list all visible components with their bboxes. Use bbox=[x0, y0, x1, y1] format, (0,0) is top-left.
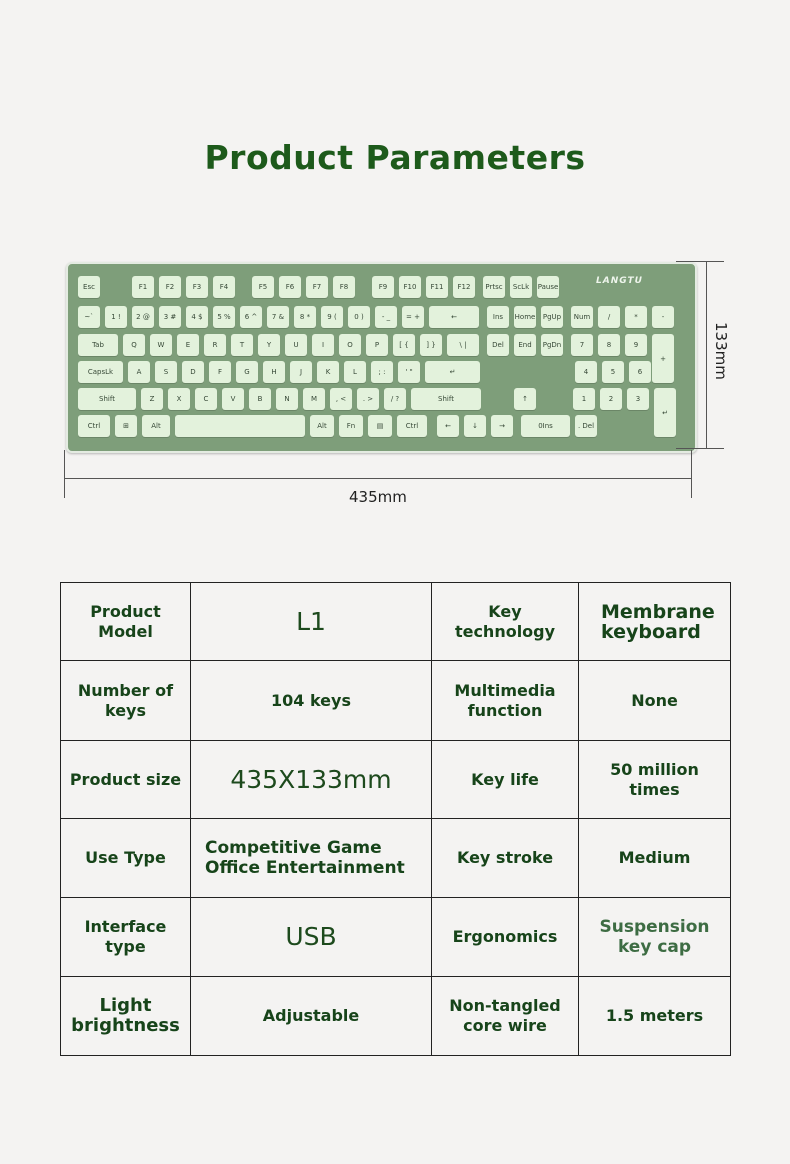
key: . > bbox=[357, 388, 379, 410]
spec-label: Ergonomics bbox=[432, 898, 579, 977]
spec-label: Key technology bbox=[432, 583, 579, 661]
spec-value: 50 million times bbox=[579, 741, 731, 819]
spec-value: 104 keys bbox=[191, 661, 432, 741]
key: F bbox=[209, 361, 231, 383]
key: [ { bbox=[393, 334, 415, 356]
spec-value: USB bbox=[191, 898, 432, 977]
key: 5 bbox=[602, 361, 624, 383]
dimension-tick bbox=[691, 450, 692, 498]
table-row bbox=[61, 898, 731, 977]
brand-logo: LANGTU bbox=[596, 276, 643, 286]
key: Z bbox=[141, 388, 163, 410]
spec-value: Medium bbox=[579, 819, 731, 898]
key-row-function bbox=[78, 276, 564, 298]
spec-label: Product Model bbox=[61, 583, 191, 661]
key: D bbox=[182, 361, 204, 383]
key-row-home bbox=[78, 361, 656, 383]
key: 6 ^ bbox=[240, 306, 262, 328]
key: F11 bbox=[426, 276, 448, 298]
key: C bbox=[195, 388, 217, 410]
key: 0 ) bbox=[348, 306, 370, 328]
key: ScLk bbox=[510, 276, 532, 298]
table-row bbox=[61, 583, 731, 661]
key: 1 ! bbox=[105, 306, 127, 328]
key: 3 bbox=[627, 388, 649, 410]
key: K bbox=[317, 361, 339, 383]
key: Y bbox=[258, 334, 280, 356]
spec-value: 435X133mm bbox=[191, 741, 432, 819]
table-row bbox=[61, 977, 731, 1056]
key: Ctrl bbox=[397, 415, 427, 437]
height-dimension-line bbox=[706, 261, 707, 449]
key: Ins bbox=[487, 306, 509, 328]
key: ] } bbox=[420, 334, 442, 356]
key: T bbox=[231, 334, 253, 356]
key: Num bbox=[571, 306, 593, 328]
key: ↓ bbox=[464, 415, 486, 437]
key: 3 # bbox=[159, 306, 181, 328]
key: \ | bbox=[447, 334, 479, 356]
key: 8 bbox=[598, 334, 620, 356]
key: . Del bbox=[575, 415, 597, 437]
key: F9 bbox=[372, 276, 394, 298]
key: = + bbox=[402, 306, 424, 328]
spec-value: None bbox=[579, 661, 731, 741]
key: - bbox=[652, 306, 674, 328]
key: ↵ bbox=[425, 361, 480, 383]
spec-value: 1.5 meters bbox=[579, 977, 731, 1056]
spec-label: Multimedia function bbox=[432, 661, 579, 741]
key: * bbox=[625, 306, 647, 328]
key: S bbox=[155, 361, 177, 383]
key: , < bbox=[330, 388, 352, 410]
key: ⊞ bbox=[115, 415, 137, 437]
spec-label: Key life bbox=[432, 741, 579, 819]
key: Shift bbox=[78, 388, 136, 410]
key: Alt bbox=[142, 415, 170, 437]
key: O bbox=[339, 334, 361, 356]
key: 9 bbox=[625, 334, 647, 356]
spec-value: Competitive Game Office Entertainment bbox=[191, 819, 432, 898]
key: J bbox=[290, 361, 312, 383]
spacebar bbox=[175, 415, 305, 437]
key: ; : bbox=[371, 361, 393, 383]
key: Pause bbox=[537, 276, 559, 298]
key: L bbox=[344, 361, 366, 383]
key: B bbox=[249, 388, 271, 410]
key: 8 * bbox=[294, 306, 316, 328]
key: F12 bbox=[453, 276, 475, 298]
key: / bbox=[598, 306, 620, 328]
height-label: 133mm bbox=[712, 322, 730, 380]
key: CapsLk bbox=[78, 361, 123, 383]
spec-label: Light brightness bbox=[61, 977, 191, 1056]
key: F10 bbox=[399, 276, 421, 298]
key: 7 bbox=[571, 334, 593, 356]
key: A bbox=[128, 361, 150, 383]
spec-value: Suspension key cap bbox=[579, 898, 731, 977]
key: / ? bbox=[384, 388, 406, 410]
key: Home bbox=[514, 306, 536, 328]
spec-value: Membrane keyboard bbox=[579, 583, 731, 661]
dimension-tick bbox=[64, 450, 65, 498]
spec-label: Product size bbox=[61, 741, 191, 819]
key: 2 bbox=[600, 388, 622, 410]
key: Esc bbox=[78, 276, 100, 298]
key: 9 ( bbox=[321, 306, 343, 328]
key: R bbox=[204, 334, 226, 356]
key: F4 bbox=[213, 276, 235, 298]
key: F6 bbox=[279, 276, 301, 298]
key: Ctrl bbox=[78, 415, 110, 437]
key: V bbox=[222, 388, 244, 410]
key: 2 @ bbox=[132, 306, 154, 328]
keyboard-image bbox=[66, 262, 697, 453]
key: ' " bbox=[398, 361, 420, 383]
table-row bbox=[61, 741, 731, 819]
key: Q bbox=[123, 334, 145, 356]
key: ← bbox=[429, 306, 479, 328]
key: N bbox=[276, 388, 298, 410]
key: H bbox=[263, 361, 285, 383]
key: F3 bbox=[186, 276, 208, 298]
key-row-numbers bbox=[78, 306, 679, 328]
key: 5 % bbox=[213, 306, 235, 328]
key: ← bbox=[437, 415, 459, 437]
spec-value: L1 bbox=[191, 583, 432, 661]
key: - _ bbox=[375, 306, 397, 328]
key: 4 bbox=[575, 361, 597, 383]
key: 0Ins bbox=[521, 415, 570, 437]
spec-label: Number of keys bbox=[61, 661, 191, 741]
key: 4 $ bbox=[186, 306, 208, 328]
key: W bbox=[150, 334, 172, 356]
spec-table bbox=[60, 582, 731, 1056]
key: Shift bbox=[411, 388, 481, 410]
key: 1 bbox=[573, 388, 595, 410]
width-dimension-line bbox=[64, 478, 692, 479]
key: F8 bbox=[333, 276, 355, 298]
dimension-tick bbox=[676, 448, 724, 449]
width-label: 435mm bbox=[349, 488, 407, 506]
key: PgUp bbox=[541, 306, 563, 328]
key: 7 & bbox=[267, 306, 289, 328]
key: Del bbox=[487, 334, 509, 356]
key: 6 bbox=[629, 361, 651, 383]
key: F7 bbox=[306, 276, 328, 298]
keyboard-figure bbox=[0, 0, 790, 520]
spec-label: Use Type bbox=[61, 819, 191, 898]
key: + bbox=[652, 334, 674, 383]
key: F1 bbox=[132, 276, 154, 298]
key: Prtsc bbox=[483, 276, 505, 298]
key: Fn bbox=[339, 415, 363, 437]
dimension-tick bbox=[676, 261, 724, 262]
key-row-bottom bbox=[78, 415, 602, 437]
key: ~` bbox=[78, 306, 100, 328]
key: E bbox=[177, 334, 199, 356]
key: Alt bbox=[310, 415, 334, 437]
key: U bbox=[285, 334, 307, 356]
key: ↵ bbox=[654, 388, 676, 437]
key: F2 bbox=[159, 276, 181, 298]
spec-label: Key stroke bbox=[432, 819, 579, 898]
key: G bbox=[236, 361, 258, 383]
key: End bbox=[514, 334, 536, 356]
spec-label: Interface type bbox=[61, 898, 191, 977]
key: P bbox=[366, 334, 388, 356]
key: F5 bbox=[252, 276, 274, 298]
key: PgDn bbox=[541, 334, 563, 356]
key: ↑ bbox=[514, 388, 536, 410]
table-row bbox=[61, 661, 731, 741]
spec-value: Adjustable bbox=[191, 977, 432, 1056]
page-title: Product Parameters bbox=[204, 138, 586, 177]
key: M bbox=[303, 388, 325, 410]
key: I bbox=[312, 334, 334, 356]
key: → bbox=[491, 415, 513, 437]
key: Tab bbox=[78, 334, 118, 356]
key: ▤ bbox=[368, 415, 392, 437]
spec-label: Non-tangled core wire bbox=[432, 977, 579, 1056]
key: X bbox=[168, 388, 190, 410]
table-row bbox=[61, 819, 731, 898]
